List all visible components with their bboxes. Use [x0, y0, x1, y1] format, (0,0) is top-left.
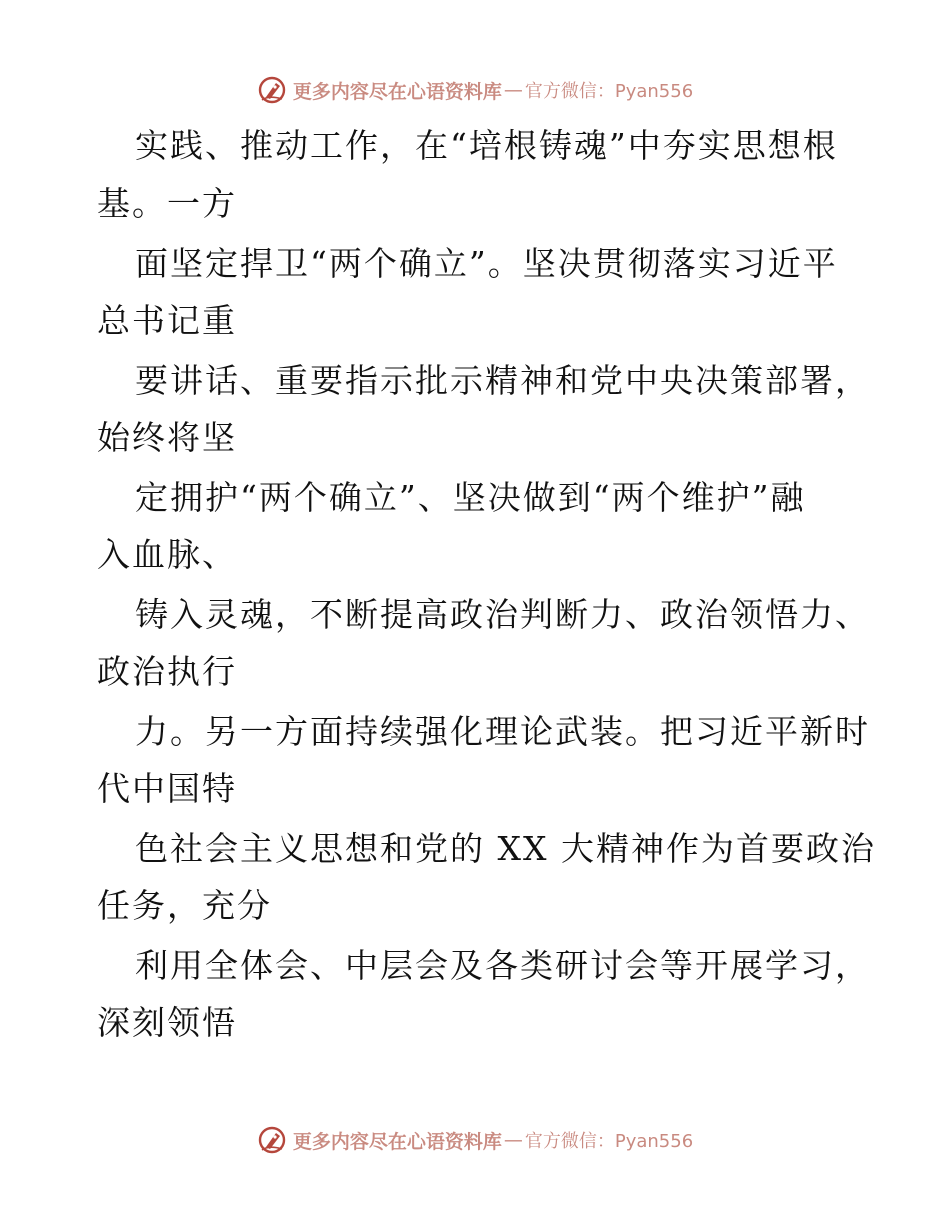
footer-watermark-banner: [0, 1120, 950, 1160]
text-line: 要讲话、重要指示批示精神和党中央决策部署，: [135, 361, 870, 400]
text-line: 政治执行: [97, 652, 237, 691]
pen-nib-logo-icon: [257, 75, 287, 105]
text-line: 代中国特: [97, 769, 237, 808]
footer-banner-main: 更多内容尽在心语资料库: [292, 1130, 502, 1153]
header-banner-sub: 官方微信：Pyan556: [524, 81, 694, 102]
header-banner-dash: —: [503, 79, 523, 101]
text-line: 面坚定捍卫“两个确立”。坚决贯彻落实习近平: [135, 244, 838, 283]
text-line: 定拥护“两个确立”、坚决做到“两个维护”融: [135, 478, 806, 517]
header-watermark-banner: [0, 70, 950, 110]
text-line: 深刻领悟: [97, 1003, 237, 1042]
pen-nib-logo-icon: [257, 1125, 287, 1155]
text-line: 基。一方: [97, 184, 237, 223]
text-line: 任务，充分: [97, 886, 272, 925]
text-line: 总书记重: [97, 301, 237, 340]
text-line: 力。另一方面持续强化理论武装。把习近平新时: [135, 712, 870, 751]
header-banner-main: 更多内容尽在心语资料库: [292, 80, 502, 103]
text-line: 利用全体会、中层会及各类研讨会等开展学习，: [135, 946, 870, 985]
text-line: 入血脉、: [97, 535, 237, 574]
text-line: 色社会主义思想和党的 XX 大精神作为首要政治: [135, 829, 876, 868]
text-line: 实践、推动工作，在“培根铸魂”中夯实思想根: [135, 126, 838, 165]
text-line: 始终将坚: [97, 418, 237, 457]
footer-banner-dash: —: [503, 1129, 523, 1151]
footer-banner-sub: 官方微信：Pyan556: [524, 1131, 694, 1152]
text-line: 铸入灵魂，不断提高政治判断力、政治领悟力、: [135, 595, 870, 634]
